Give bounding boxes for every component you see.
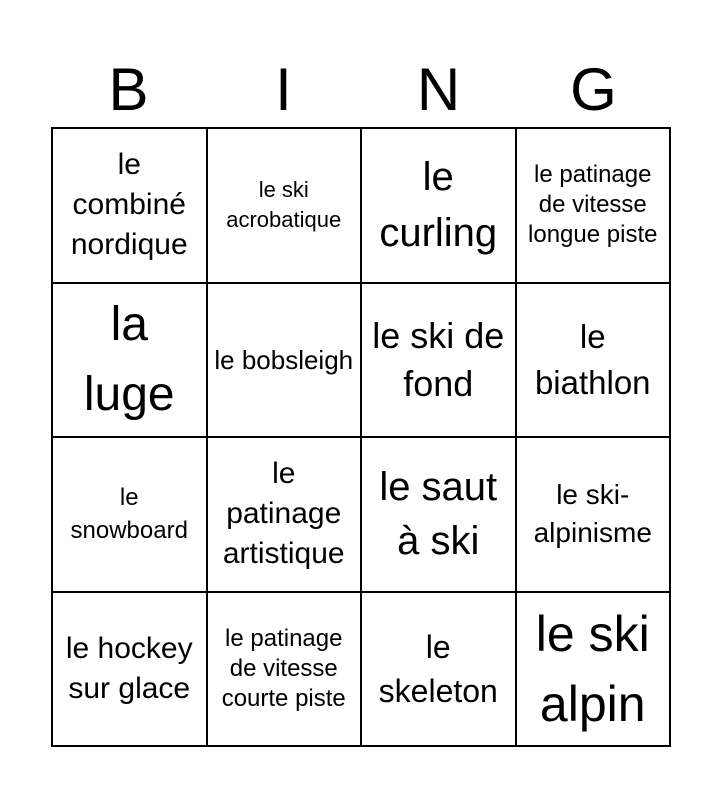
cell-text: le snowboard [70, 484, 188, 545]
cell-text: le combiné nordique [70, 148, 188, 262]
cell-text: le saut à ski [379, 465, 498, 564]
bingo-cell[interactable] [362, 438, 517, 593]
cell-text: la luge [83, 297, 175, 421]
bingo-cell[interactable] [53, 438, 208, 593]
bingo-cell[interactable] [53, 129, 208, 284]
bingo-cell[interactable] [362, 129, 517, 284]
cell-text: le skeleton [378, 628, 498, 709]
bingo-header [51, 52, 671, 128]
header-letter-b: B [108, 56, 149, 123]
cell-text: le hockey sur glace [65, 631, 193, 705]
header-letter-g: G [570, 56, 617, 123]
cell-text: le ski alpin [535, 605, 650, 732]
cell-text: le patinage de vitesse courte piste [221, 624, 346, 712]
cell-text: le patinage de vitesse longue piste [528, 161, 658, 249]
cell-text: le ski-alpinisme [533, 479, 652, 549]
bingo-cell[interactable] [517, 129, 672, 284]
bingo-cell[interactable] [517, 438, 672, 593]
cell-text: le curling [379, 155, 498, 256]
bingo-cell[interactable] [208, 593, 363, 748]
bingo-cell[interactable] [208, 284, 363, 439]
bingo-cell[interactable] [517, 284, 672, 439]
header-letter-i: I [275, 56, 292, 123]
bingo-board [51, 127, 671, 747]
cell-text: le patinage artistique [222, 457, 345, 571]
bingo-cell[interactable] [208, 129, 363, 284]
bingo-cell[interactable] [53, 593, 208, 748]
cell-text: le biathlon [534, 317, 651, 401]
bingo-cell[interactable] [208, 438, 363, 593]
bingo-cell[interactable] [362, 593, 517, 748]
bingo-cell[interactable] [517, 593, 672, 748]
cell-text: le ski acrobatique [226, 177, 342, 233]
bingo-cell[interactable] [362, 284, 517, 439]
cell-text: le bobsleigh [214, 344, 354, 375]
header-letter-n: N [416, 56, 461, 123]
bingo-cell[interactable] [53, 284, 208, 439]
cell-text: le ski de fond [372, 314, 505, 404]
